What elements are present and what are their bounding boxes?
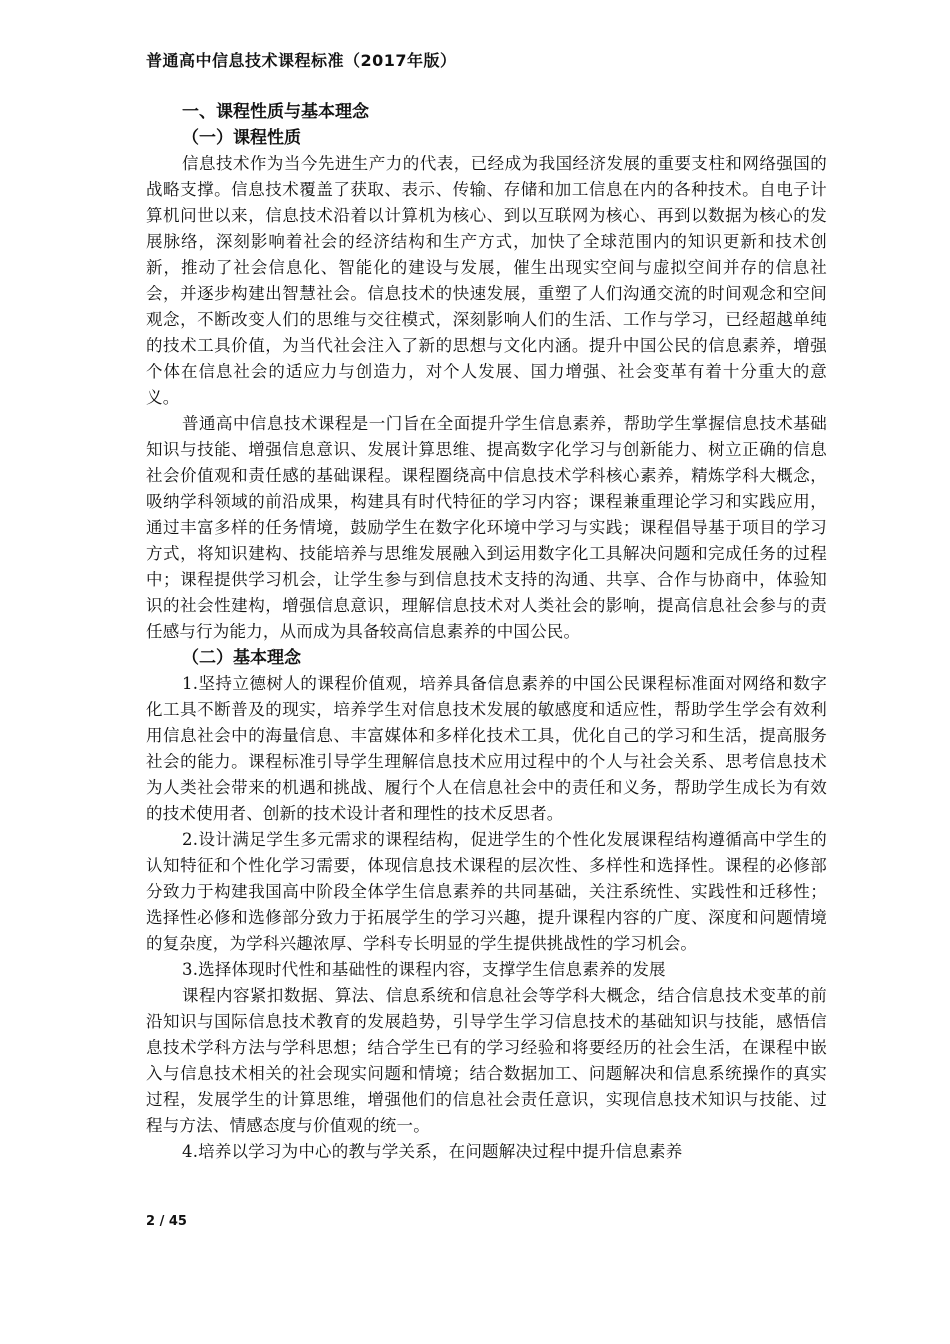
paragraph: 2.设计满足学生多元需求的课程结构，促进学生的个性化发展课程结构遵循高中学生的认知特征和个性化学习需要，体现信息技术课程的层次性、多样性和选择性。课程的必修部分致力于构建我国高中阶段全体学生信息素养的共同基础，关注系统性、实践性和迁移性；选择性必修和选修部分致力于拓展学生的学习兴趣，提升课程内容的广度、深度和问题情境的复杂度，为学科兴趣浓厚、学科专长明显的学生提供挑战性的学习机会。 bbox=[146, 830, 827, 953]
paragraph: 1.坚持立德树人的课程价值观，培养具备信息素养的中国公民课程标准面对网络和数字化工具不断普及的现实，培养学生对信息技术发展的敏感度和适应性，帮助学生学会有效利用信息社会中的海量信息、丰富媒体和多样化技术工具，优化自己的学习和生活，提高服务社会的能力。课程标准引导学生理解信息技术应用过程中的个人与社会关系、思考信息技术为人类社会带来的机遇和挑战、履行个人在信息社会中的责任和义务，帮助学生成长为有效的技术使用者、创新的技术设计者和理性的技术反思者。 bbox=[146, 674, 827, 823]
running-header: 普通高中信息技术课程标准（2017年版） bbox=[146, 51, 457, 70]
paragraph: 3.选择体现时代性和基础性的课程内容，支撑学生信息素养的发展 bbox=[182, 960, 666, 979]
page-content bbox=[146, 99, 827, 1165]
subsection-heading-principles: （二）基本理念 bbox=[182, 648, 301, 668]
paragraph: 信息技术作为当今先进生产力的代表，已经成为我国经济发展的重要支柱和网络强国的战略支撑。信息技术覆盖了获取、表示、传输、存储和加工信息在内的各种技术。自电子计算机问世以来，信息技术沿着以计算机为核心、到以互联网为核心、再到以数据为核心的发展脉络，深刻影响着社会的经济结构和生产方式，加快了全球范围内的知识更新和技术创新，推动了社会信息化、智能化的建设与发展，催生出现实空间与虚拟空间并存的信息社会，并逐步构建出智慧社会。信息技术的快速发展，重塑了人们沟通交流的时间观念和空间观念，不断改变人们的思维与交往模式，深刻影响人们的生活、工作与学习，已经超越单纯的技术工具价值，为当代社会注入了新的思想与文化内涵。提升中国公民的信息素养，增强个体在信息社会的适应力与创造力，对个人发展、国力增强、社会变革有着十分重大的意义。 bbox=[146, 154, 827, 407]
paragraph: 课程内容紧扣数据、算法、信息系统和信息社会等学科大概念，结合信息技术变革的前沿知识与国际信息技术教育的发展趋势，引导学生学习信息技术的基础知识与技能，感悟信息技术学科方法与学科思想；结合学生已有的学习经验和将要经历的社会生活，在课程中嵌入与信息技术相关的社会现实问题和情境；结合数据加工、问题解决和信息系统操作的真实过程，发展学生的计算思维，增强他们的信息社会责任意识，实现信息技术知识与技能、过程与方法、情感态度与价值观的统一。 bbox=[146, 986, 827, 1135]
paragraph: 普通高中信息技术课程是一门旨在全面提升学生信息素养，帮助学生掌握信息技术基础知识与技能、增强信息意识、发展计算思维、提高数字化学习与创新能力、树立正确的信息社会价值观和责任感的基础课程。课程圈绕高中信息技术学科核心素养，精炼学科大概念，吸纳学科领域的前沿成果，构建具有时代特征的学习内容；课程兼重理论学习和实践应用，通过丰富多样的任务情境，鼓励学生在数字化环境中学习与实践；课程倡导基于项目的学习方式，将知识建构、技能培养与思维发展融入到运用数字化工具解决问题和完成任务的过程中；课程提供学习机会，让学生参与到信息技术支持的沟通、共享、合作与协商中，体验知识的社会性建构，增强信息意识，理解信息技术对人类社会的影响，提高信息社会参与的责任感与行为能力，从而成为具备较高信息素养的中国公民。 bbox=[146, 414, 827, 641]
section-heading: 一、课程性质与基本理念 bbox=[182, 102, 369, 122]
paragraph: 4.培养以学习为中心的教与学关系，在问题解决过程中提升信息素养 bbox=[182, 1142, 683, 1161]
page-number: 2 / 45 bbox=[146, 1214, 187, 1229]
subsection-heading-nature: （一）课程性质 bbox=[182, 128, 301, 148]
